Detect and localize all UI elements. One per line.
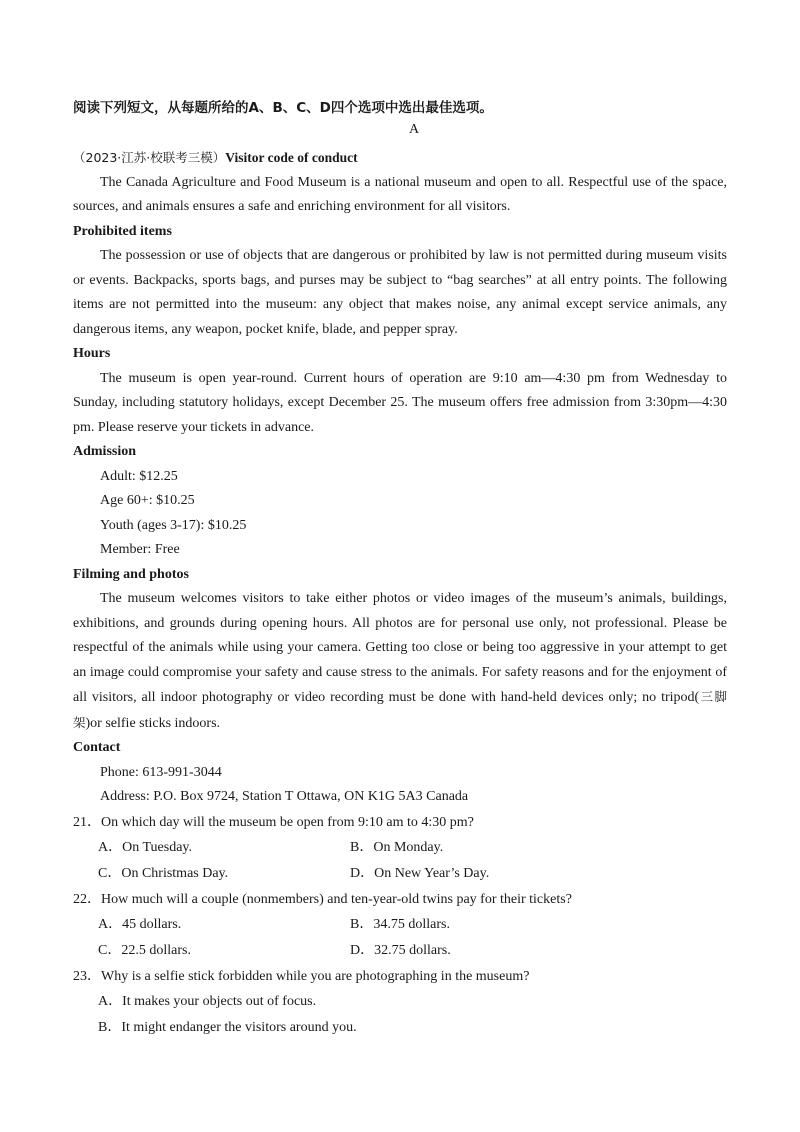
option-a: A．It makes your objects out of focus.	[98, 994, 317, 1010]
option-b: B．It might endanger the visitors around you.	[98, 1020, 357, 1036]
admission-senior: Age 60+: $10.25	[100, 493, 195, 508]
option-b: B．On Monday.	[350, 840, 444, 856]
option-c: C．On Christmas Day.	[98, 865, 229, 881]
options-row	[73, 938, 727, 964]
tripod-gloss: 三脚架	[73, 689, 727, 730]
option-d: D．32.75 dollars.	[350, 943, 451, 959]
passage-title: Visitor code of conduct	[225, 150, 358, 165]
admission-youth: Youth (ages 3-17): $10.25	[100, 517, 247, 533]
admission-adult: Adult: $12.25	[100, 468, 178, 484]
options-row	[73, 861, 727, 887]
hours-paragraph: The museum is open year-round. Current hours of operation are 9:10 am—4:30 pm from Wednesday to Sunday, including statutory holidays, except December 25. The museum offers free admission from 3:30pm—4:30 pm. Please reserve your tickets in advance.	[73, 370, 727, 435]
question-23	[73, 964, 727, 990]
option-a: A．On Tuesday.	[98, 840, 192, 856]
options-row	[73, 912, 727, 938]
section-letter: A	[408, 122, 420, 137]
filming-text-end: )or selfie sticks indoors.	[85, 715, 221, 731]
hours-heading: Hours	[73, 346, 111, 361]
option-d: D．On New Year’s Day.	[350, 865, 490, 881]
option-c: C．22.5 dollars.	[98, 943, 191, 959]
question-number: 21．	[73, 814, 101, 830]
option-b: B．34.75 dollars.	[350, 917, 450, 933]
prohibited-paragraph: The possession or use of objects that are dangerous or prohibited by law is not permitted during museum visits or events. Backpacks, sports bags, and purses may be subject to “bag searches” at all entry points. The following items are not permitted into the museum: any object that makes noise, any animal except service animals, any dangerous items, any weapon, pocket knife, blade, and pepper spray.	[73, 248, 727, 337]
contact-address: Address: P.O. Box 9724, Station T Ottawa, ON K1G 5A3 Canada	[100, 789, 469, 804]
filming-text-main: The museum welcomes visitors to take either photos or video images of the museum’s animals, buildings, exhibitions, and grounds during opening hours. All photos are for personal use only, not professional. Please be respectful of the animals while using your camera. Getting too close or being too aggressive in your attempt to get an image could compromise your safety and cause stress to the animals. For safety reasons and for the enjoyment of all visitors, all indoor photography or video recording must be done with hand-held devices only; no tripod(	[73, 591, 727, 705]
question-text: Why is a selfie stick forbidden while you are photographing in the museum?	[101, 968, 530, 984]
question-21	[73, 810, 727, 836]
question-text: How much will a couple (nonmembers) and ten-year-old twins pay for their tickets?	[101, 891, 572, 907]
contact-heading: Contact	[73, 740, 121, 755]
options-row	[73, 835, 727, 861]
filming-heading: Filming and photos	[73, 566, 189, 582]
question-number: 23．	[73, 968, 101, 984]
question-22	[73, 887, 727, 913]
option-a: A．45 dollars.	[98, 917, 182, 933]
contact-phone: Phone: 613-991-3044	[100, 764, 222, 780]
intro-paragraph: The Canada Agriculture and Food Museum is a national museum and open to all. Respectful use of the space, sources, and animals ensures a safe and enriching environment for all visitors.	[73, 174, 727, 214]
admission-member: Member: Free	[100, 542, 180, 557]
prohibited-heading: Prohibited items	[73, 223, 172, 239]
instruction: 阅读下列短文，从每题所给的A、B、C、D四个选项中选出最佳选项。	[73, 100, 493, 116]
source-tag: （2023·江苏·校联考三模）	[73, 150, 226, 165]
source-line	[73, 146, 727, 171]
filming-paragraph	[73, 587, 727, 736]
question-text: On which day will the museum be open from 9:10 am to 4:30 pm?	[101, 814, 474, 830]
passage	[73, 146, 727, 1041]
question-number: 22．	[73, 891, 101, 907]
admission-heading: Admission	[73, 444, 137, 459]
